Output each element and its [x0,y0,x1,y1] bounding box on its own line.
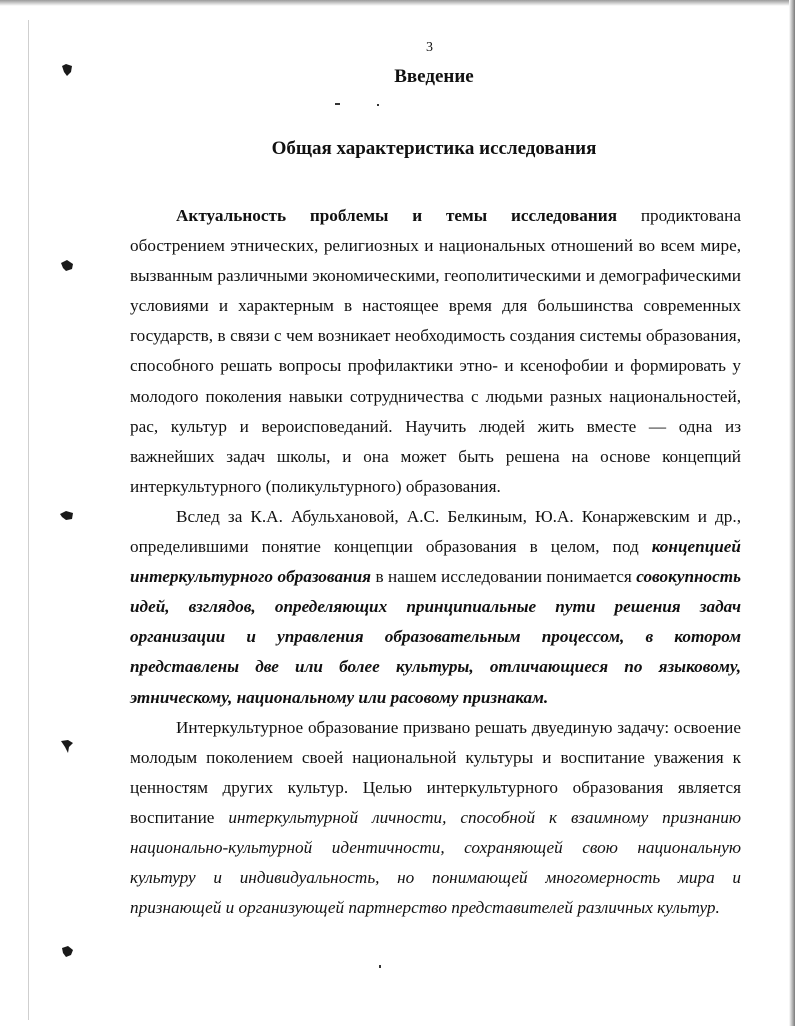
text-run: продиктована обострением этнических, религиозных и национальных отношений во всем мире, вызванным различными экономическими, геополитическими и демографическими условиями и характерным в настоящее время для большинства современных государств, в связи с чем возникает необходимость создания системы образования, способного решать вопросы профилактики этно- и ксенофобии и формировать у молодого поколения навыки сотрудничества с людьми разных национальностей, рас, культур и вероисповеданий. Научить людей жить вместе — одна из важнейших задач школы, и она может быть решена на основе концепций интеркультурного (поликультурного) образования. [130,206,741,496]
text-run: интеркультурной личности, способной к взаимному признанию национально-культурной идентичности, сохраняющей свою национальную культуру и индивидуальность, но понимающей многомерность мира и признающей и организующей партнерство представителей различных культур. [130,807,741,918]
text-run: совокупность идей, взглядов, определяющих принципиальные пути решения задач организации и управления образовательным процессом, в котором представлены две или более культуры, отличающиеся по языковому, этническому, национальному или расовому признакам. [130,567,741,707]
paragraph [130,201,741,502]
body-text [130,201,741,923]
scan-speck [377,104,379,106]
punch-hole-icon [60,508,74,524]
section-heading: Общая характеристика исследования [271,138,597,159]
page-number: 3 [426,40,433,55]
text-run: Интеркультурное образование призвано решать двуединую задачу: освоение молодым поколением своей национальной культуры и воспитание уважения к ценностям других культур. Целью интеркультурного образования является воспитание [130,717,741,827]
text-run: Вслед за К.А. Абульхановой, А.С. Белкиным, Ю.А. Конаржевским и др., определившими понятие концепции образования в целом, под [130,506,741,557]
scan-left-edge [28,20,29,1020]
page-title: Введение [394,66,474,87]
paragraph [130,713,741,924]
text-run: в нашем исследовании понимается [371,567,637,587]
punch-hole-icon [60,258,74,274]
scan-speck [335,103,340,105]
punch-hole-icon [60,944,74,960]
scan-top-edge [0,0,795,6]
paragraph [130,502,741,713]
text-run: Актуальность проблемы и темы исследования [176,206,618,225]
punch-hole-icon [60,738,74,754]
scan-speck [379,965,381,968]
text-run: концепцией интеркультурного образования [130,537,741,587]
